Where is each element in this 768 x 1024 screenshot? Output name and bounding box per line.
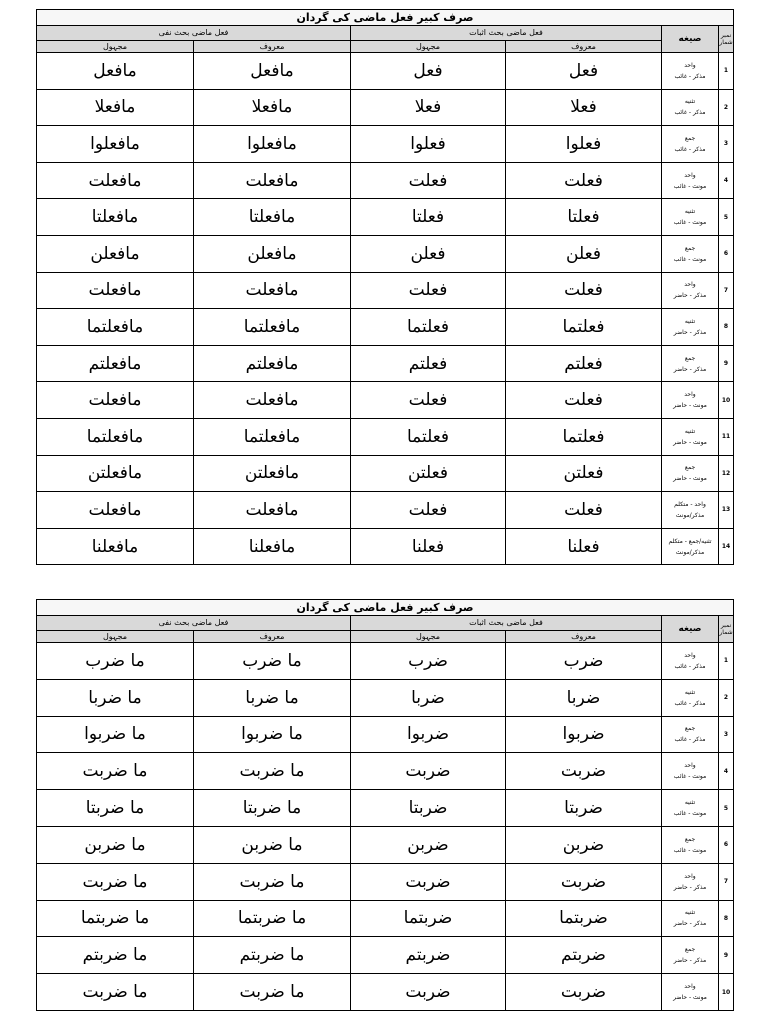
nafi-majhool-cell: ما ضربوا	[37, 716, 194, 753]
sigha-line-1: تثنیه	[684, 688, 696, 696]
table-row	[37, 382, 734, 419]
sigha-line-2: مذکر - حاضر	[673, 365, 707, 373]
table-row	[37, 790, 734, 827]
nafi-maroof-cell: مافعل	[194, 53, 351, 90]
row-number: 2	[719, 89, 734, 126]
sigha-line-1: جمع	[684, 835, 696, 843]
row-number: 3	[719, 126, 734, 163]
nafi-maroof-cell: مافعلت	[194, 382, 351, 419]
nafi-majhool-cell: مافعلت	[37, 272, 194, 309]
isbat-maroof-cell: ضربوا	[506, 716, 662, 753]
isbat-maroof-cell: ضربت	[506, 974, 662, 1011]
sigha-line-2: مذکر - حاضر	[673, 957, 707, 965]
sigha-header: صیغه	[662, 616, 719, 643]
sigha-cell	[662, 492, 719, 529]
nafi-maroof-cell: مافعلن	[194, 235, 351, 272]
sigha-cell	[662, 679, 719, 716]
sigha-cell	[662, 53, 719, 90]
sigha-cell	[662, 89, 719, 126]
sigha-line-1: واحد	[684, 61, 696, 69]
table-row	[37, 162, 734, 199]
table-row	[37, 272, 734, 309]
table-row	[37, 900, 734, 937]
sigha-line-2: مونث - حاضر	[673, 994, 707, 1002]
sigha-line-2: مذکر - حاضر	[673, 292, 707, 300]
isbat-maroof-cell: فعلت	[506, 382, 662, 419]
table-row	[37, 309, 734, 346]
row-number: 3	[719, 716, 734, 753]
number-header: نمبر شمار	[719, 616, 734, 643]
row-number: 10	[719, 382, 734, 419]
isbat-maroof-cell: فعلتما	[506, 309, 662, 346]
sigha-line-1: جمع	[684, 725, 696, 733]
sigha-line-1: واحد	[684, 872, 696, 880]
isbat-maroof-cell: ضربت	[506, 753, 662, 790]
nafi-majhool-cell: ما ضربتما	[37, 900, 194, 937]
table-title: صرف کبیر فعل ماضی کی گردان	[37, 10, 734, 26]
isbat-majhool-cell: فعلتما	[351, 309, 506, 346]
conjugation-table-1	[36, 9, 733, 565]
sigha-line-1: جمع	[684, 946, 696, 954]
isbat-majhool-cell: ضرب	[351, 643, 506, 680]
nafi-maroof-cell: مافعلتم	[194, 345, 351, 382]
nafi-maroof-header: معروف	[194, 41, 351, 53]
nafi-maroof-cell: ما ضربت	[194, 863, 351, 900]
row-number: 6	[719, 826, 734, 863]
table-row	[37, 753, 734, 790]
row-number: 13	[719, 492, 734, 529]
isbat-majhool-cell: فعلتم	[351, 345, 506, 382]
isbat-maroof-cell: فعلوا	[506, 126, 662, 163]
nafi-group-header: فعل ماضی بحث نفی	[37, 616, 351, 631]
nafi-majhool-cell: مافعلتن	[37, 455, 194, 492]
isbat-maroof-cell: فعلتما	[506, 418, 662, 455]
sigha-line-2: مذکر - غائب	[674, 72, 706, 80]
sigha-line-2: مذکر - غائب	[674, 662, 706, 670]
nafi-maroof-cell: ما ضربتم	[194, 937, 351, 974]
sigha-line-2: مذکر - غائب	[674, 145, 706, 153]
isbat-group-header: فعل ماضی بحث اثبات	[351, 26, 662, 41]
row-number: 9	[719, 937, 734, 974]
row-number: 10	[719, 974, 734, 1011]
isbat-majhool-header: مجہول	[351, 631, 506, 643]
isbat-maroof-cell: فعلنا	[506, 528, 662, 565]
sigha-line-2: مذکر - غائب	[674, 699, 706, 707]
sigha-cell	[662, 235, 719, 272]
nafi-majhool-cell: مافعلنا	[37, 528, 194, 565]
sigha-line-2: مذکر/مونث	[675, 548, 705, 556]
row-number: 4	[719, 753, 734, 790]
table-row	[37, 53, 734, 90]
isbat-maroof-cell: فعلت	[506, 492, 662, 529]
isbat-maroof-cell: فعلتن	[506, 455, 662, 492]
isbat-majhool-cell: فعلت	[351, 162, 506, 199]
sigha-line-1: واحد	[684, 651, 696, 659]
sigha-line-1: جمع	[684, 134, 696, 142]
isbat-maroof-header: معروف	[506, 41, 662, 53]
nafi-majhool-header: مجہول	[37, 41, 194, 53]
isbat-maroof-cell: ضربا	[506, 679, 662, 716]
nafi-maroof-cell: ما ضربا	[194, 679, 351, 716]
isbat-maroof-cell: فعلتا	[506, 199, 662, 236]
row-number: 12	[719, 455, 734, 492]
sigha-cell	[662, 863, 719, 900]
sigha-line-2: مونث - غائب	[673, 219, 707, 227]
table-row	[37, 199, 734, 236]
nafi-majhool-cell: مافعلتما	[37, 418, 194, 455]
table-row	[37, 235, 734, 272]
sigha-cell	[662, 272, 719, 309]
nafi-majhool-cell: مافعلوا	[37, 126, 194, 163]
table-row	[37, 716, 734, 753]
sigha-line-2: مونث - غائب	[673, 773, 707, 781]
isbat-majhool-cell: فعلن	[351, 235, 506, 272]
nafi-maroof-cell: مافعلت	[194, 272, 351, 309]
row-number: 7	[719, 863, 734, 900]
isbat-maroof-cell: ضربتم	[506, 937, 662, 974]
isbat-maroof-cell: فعلن	[506, 235, 662, 272]
sigha-line-1: جمع	[684, 464, 696, 472]
nafi-maroof-cell: ما ضرب	[194, 643, 351, 680]
isbat-majhool-cell: فعلتن	[351, 455, 506, 492]
nafi-maroof-cell: ما ضربن	[194, 826, 351, 863]
sigha-line-1: تثنیه	[684, 909, 696, 917]
table-title: صرف کبیر فعل ماضی کی گردان	[37, 600, 734, 616]
number-header: نمبر شمار	[719, 26, 734, 53]
row-number: 11	[719, 418, 734, 455]
sigha-cell	[662, 716, 719, 753]
isbat-maroof-cell: فعل	[506, 53, 662, 90]
sigha-line-1: جمع	[684, 354, 696, 362]
row-number: 5	[719, 790, 734, 827]
row-number: 9	[719, 345, 734, 382]
sigha-line-2: مونث - غائب	[673, 255, 707, 263]
table-row	[37, 643, 734, 680]
row-number: 6	[719, 235, 734, 272]
nafi-maroof-cell: مافعلتن	[194, 455, 351, 492]
nafi-majhool-cell: ما ضربا	[37, 679, 194, 716]
isbat-maroof-cell: ضربن	[506, 826, 662, 863]
sigha-cell	[662, 753, 719, 790]
sigha-line-2: مونث - غائب	[673, 846, 707, 854]
nafi-majhool-cell: ما ضربتم	[37, 937, 194, 974]
sigha-line-2: مذکر - حاضر	[673, 883, 707, 891]
sigha-line-1: تثنیه	[684, 799, 696, 807]
row-number: 14	[719, 528, 734, 565]
sigha-line-1: تثنیه	[684, 208, 696, 216]
sigha-line-1: واحد - متکلم	[674, 500, 706, 508]
sigha-line-1: واحد	[684, 762, 696, 770]
sigha-cell	[662, 418, 719, 455]
nafi-majhool-cell: ما ضربت	[37, 753, 194, 790]
table-row	[37, 345, 734, 382]
sigha-line-1: تثنیه	[684, 317, 696, 325]
sigha-cell	[662, 455, 719, 492]
isbat-majhool-cell: ضربتم	[351, 937, 506, 974]
nafi-group-header: فعل ماضی بحث نفی	[37, 26, 351, 41]
sigha-cell	[662, 528, 719, 565]
sigha-cell	[662, 974, 719, 1011]
nafi-maroof-cell: مافعلتما	[194, 418, 351, 455]
sigha-line-2: مذکر/مونث	[675, 511, 705, 519]
nafi-majhool-cell: مافعلتم	[37, 345, 194, 382]
nafi-maroof-cell: مافعلنا	[194, 528, 351, 565]
table-row	[37, 826, 734, 863]
isbat-maroof-cell: فعلتم	[506, 345, 662, 382]
sigha-cell	[662, 643, 719, 680]
nafi-maroof-cell: ما ضربت	[194, 974, 351, 1011]
nafi-maroof-cell: ما ضربتما	[194, 900, 351, 937]
sigha-cell	[662, 937, 719, 974]
table-row	[37, 937, 734, 974]
sigha-line-2: مذکر - حاضر	[673, 920, 707, 928]
table-row	[37, 492, 734, 529]
nafi-majhool-cell: ما ضرب	[37, 643, 194, 680]
sigha-line-1: تثنیه	[684, 98, 696, 106]
isbat-maroof-cell: ضربت	[506, 863, 662, 900]
nafi-majhool-cell: مافعلن	[37, 235, 194, 272]
nafi-maroof-cell: ما ضربوا	[194, 716, 351, 753]
row-number: 1	[719, 53, 734, 90]
nafi-majhool-cell: مافعلت	[37, 492, 194, 529]
sigha-line-2: مذکر - غائب	[674, 736, 706, 744]
isbat-maroof-header: معروف	[506, 631, 662, 643]
row-number: 7	[719, 272, 734, 309]
sigha-line-1: واحد	[684, 171, 696, 179]
isbat-majhool-cell: فعلت	[351, 382, 506, 419]
isbat-group-header: فعل ماضی بحث اثبات	[351, 616, 662, 631]
sigha-line-2: مونث - حاضر	[673, 402, 707, 410]
nafi-majhool-cell: ما ضربت	[37, 863, 194, 900]
row-number: 5	[719, 199, 734, 236]
nafi-majhool-header: مجہول	[37, 631, 194, 643]
isbat-majhool-cell: ضربت	[351, 974, 506, 1011]
nafi-maroof-cell: مافعلوا	[194, 126, 351, 163]
sigha-line-1: تثنیه/جمع - متکلم	[668, 537, 712, 545]
nafi-majhool-cell: ما ضربن	[37, 826, 194, 863]
sigha-cell	[662, 790, 719, 827]
row-number: 4	[719, 162, 734, 199]
table-row	[37, 89, 734, 126]
table-row	[37, 528, 734, 565]
sigha-line-2: مذکر - حاضر	[673, 328, 707, 336]
table-row	[37, 455, 734, 492]
nafi-majhool-cell: مافعلتما	[37, 309, 194, 346]
sigha-line-2: مونث - غائب	[673, 810, 707, 818]
sigha-cell	[662, 162, 719, 199]
nafi-majhool-cell: مافعلا	[37, 89, 194, 126]
nafi-maroof-cell: مافعلا	[194, 89, 351, 126]
sigha-cell	[662, 345, 719, 382]
isbat-maroof-cell: ضربتما	[506, 900, 662, 937]
isbat-majhool-cell: فعلت	[351, 492, 506, 529]
row-number: 1	[719, 643, 734, 680]
nafi-majhool-cell: مافعل	[37, 53, 194, 90]
isbat-maroof-cell: ضربتا	[506, 790, 662, 827]
isbat-majhool-cell: فعل	[351, 53, 506, 90]
nafi-majhool-cell: ما ضربتا	[37, 790, 194, 827]
table-row	[37, 974, 734, 1011]
isbat-majhool-cell: فعلتا	[351, 199, 506, 236]
isbat-majhool-cell: ضربن	[351, 826, 506, 863]
nafi-maroof-cell: ما ضربت	[194, 753, 351, 790]
isbat-majhool-cell: فعلا	[351, 89, 506, 126]
table-row	[37, 418, 734, 455]
sigha-line-2: مونث - حاضر	[673, 475, 707, 483]
row-number: 2	[719, 679, 734, 716]
nafi-majhool-cell: مافعلتا	[37, 199, 194, 236]
table-row	[37, 679, 734, 716]
sigha-cell	[662, 126, 719, 163]
isbat-maroof-cell: ضرب	[506, 643, 662, 680]
nafi-maroof-cell: مافعلت	[194, 492, 351, 529]
isbat-maroof-cell: فعلت	[506, 272, 662, 309]
table-row	[37, 863, 734, 900]
nafi-maroof-cell: مافعلتما	[194, 309, 351, 346]
sigha-line-2: مذکر - غائب	[674, 109, 706, 117]
isbat-majhool-cell: ضربتا	[351, 790, 506, 827]
isbat-majhool-cell: فعلت	[351, 272, 506, 309]
row-number: 8	[719, 900, 734, 937]
table-row	[37, 126, 734, 163]
isbat-majhool-cell: ضربت	[351, 753, 506, 790]
sigha-cell	[662, 199, 719, 236]
nafi-maroof-cell: مافعلتا	[194, 199, 351, 236]
table-body	[37, 643, 734, 1011]
nafi-majhool-cell: ما ضربت	[37, 974, 194, 1011]
nafi-majhool-cell: مافعلت	[37, 162, 194, 199]
nafi-majhool-cell: مافعلت	[37, 382, 194, 419]
sigha-cell	[662, 382, 719, 419]
sigha-line-1: تثنیه	[684, 427, 696, 435]
isbat-majhool-cell: فعلنا	[351, 528, 506, 565]
sigha-line-1: جمع	[684, 244, 696, 252]
isbat-majhool-cell: ضربوا	[351, 716, 506, 753]
isbat-majhool-cell: ضربا	[351, 679, 506, 716]
isbat-majhool-header: مجہول	[351, 41, 506, 53]
sigha-line-2: مونث - غائب	[673, 182, 707, 190]
nafi-maroof-header: معروف	[194, 631, 351, 643]
isbat-majhool-cell: ضربتما	[351, 900, 506, 937]
isbat-maroof-cell: فعلا	[506, 89, 662, 126]
row-number: 8	[719, 309, 734, 346]
isbat-maroof-cell: فعلت	[506, 162, 662, 199]
sigha-line-1: واحد	[684, 391, 696, 399]
sigha-line-2: مونث - حاضر	[673, 438, 707, 446]
isbat-majhool-cell: فعلتما	[351, 418, 506, 455]
nafi-maroof-cell: مافعلت	[194, 162, 351, 199]
nafi-maroof-cell: ما ضربتا	[194, 790, 351, 827]
sigha-header: صیغه	[662, 26, 719, 53]
conjugation-table-2	[36, 599, 733, 1011]
sigha-cell	[662, 826, 719, 863]
table-body	[37, 53, 734, 565]
isbat-majhool-cell: فعلوا	[351, 126, 506, 163]
sigha-cell	[662, 309, 719, 346]
sigha-cell	[662, 900, 719, 937]
isbat-majhool-cell: ضربت	[351, 863, 506, 900]
sigha-line-1: واحد	[684, 983, 696, 991]
sigha-line-1: واحد	[684, 281, 696, 289]
